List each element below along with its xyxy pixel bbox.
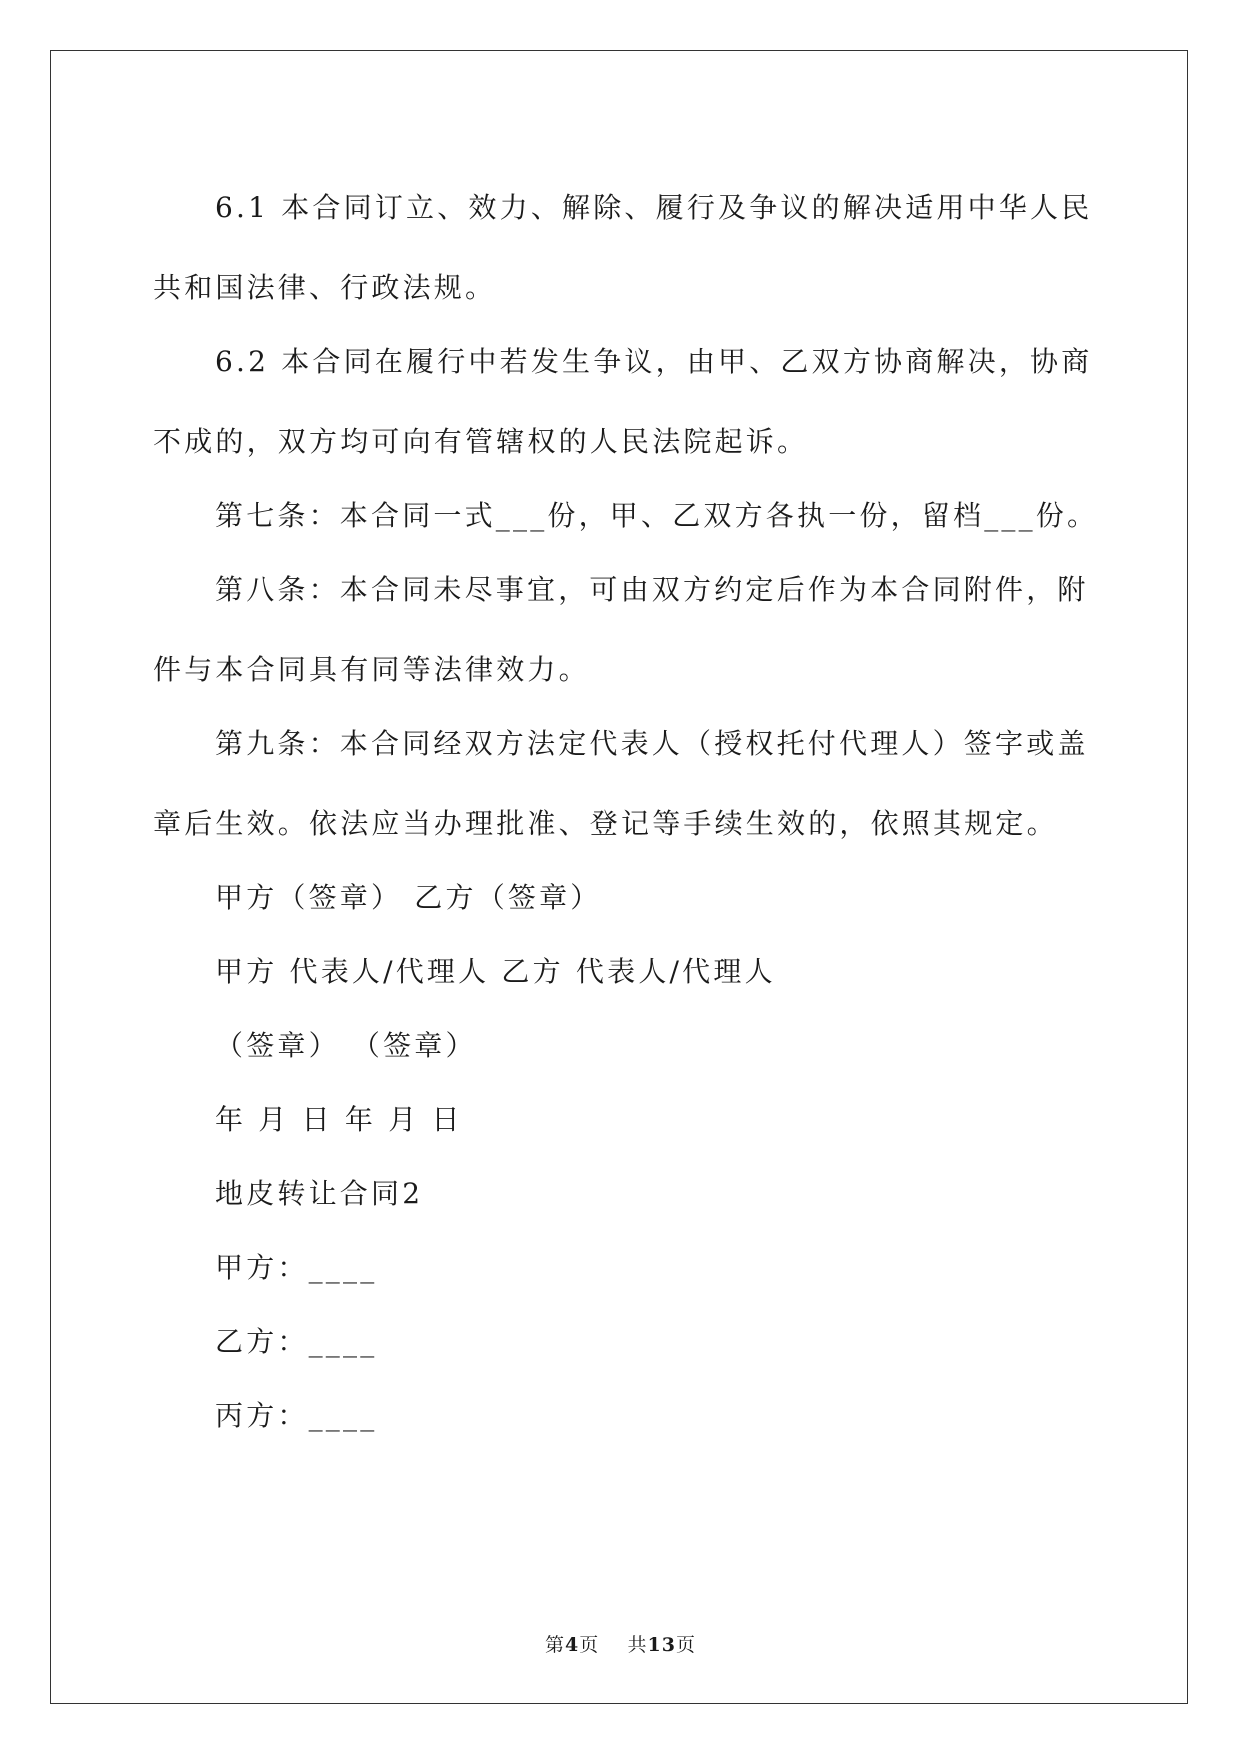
page-number: 4 [565, 1634, 580, 1656]
page-suffix: 页 [579, 1634, 600, 1656]
signature-representatives: 甲方 代表人/代理人 乙方 代表人/代理人 [215, 955, 776, 988]
party-c-field: 丙方：____ [215, 1399, 378, 1432]
clause-6-1-line-2: 共和国法律、行政法规。 [153, 271, 497, 304]
clause-7: 第七条：本合同一式___份，甲、乙双方各执一份，留档___份。 [215, 499, 1099, 532]
contract-2-title: 地皮转让合同2 [215, 1177, 424, 1210]
total-suffix: 页 [675, 1634, 696, 1656]
clause-9-line-1: 第九条：本合同经双方法定代表人（授权托付代理人）签字或盖 [215, 727, 1089, 760]
party-a-field: 甲方：____ [215, 1251, 378, 1284]
page-footer [0, 1630, 1241, 1657]
clause-8-line-1: 第八条：本合同未尽事宜，可由双方约定后作为本合同附件，附 [215, 573, 1089, 606]
signature-seals: （签章） （签章） [215, 1029, 477, 1062]
party-b-field: 乙方：____ [215, 1325, 378, 1358]
total-prefix: 共 [627, 1634, 648, 1656]
page-prefix: 第 [545, 1634, 566, 1656]
document-body [153, 168, 1099, 1456]
clause-6-2-line-1: 6.2 本合同在履行中若发生争议，由甲、乙双方协商解决，协商 [215, 345, 1093, 378]
signature-dates: 年 月 日 年 月 日 [215, 1103, 463, 1136]
clause-6-1-line-1: 6.1 本合同订立、效力、解除、履行及争议的解决适用中华人民 [215, 191, 1093, 224]
total-pages: 13 [647, 1634, 676, 1656]
clause-8-line-2: 件与本合同具有同等法律效力。 [153, 653, 590, 686]
clause-9-line-2: 章后生效。依法应当办理批准、登记等手续生效的，依照其规定。 [153, 807, 1058, 840]
signature-parties: 甲方（签章） 乙方（签章） [215, 881, 602, 914]
clause-6-2-line-2: 不成的，双方均可向有管辖权的人民法院起诉。 [153, 425, 809, 458]
